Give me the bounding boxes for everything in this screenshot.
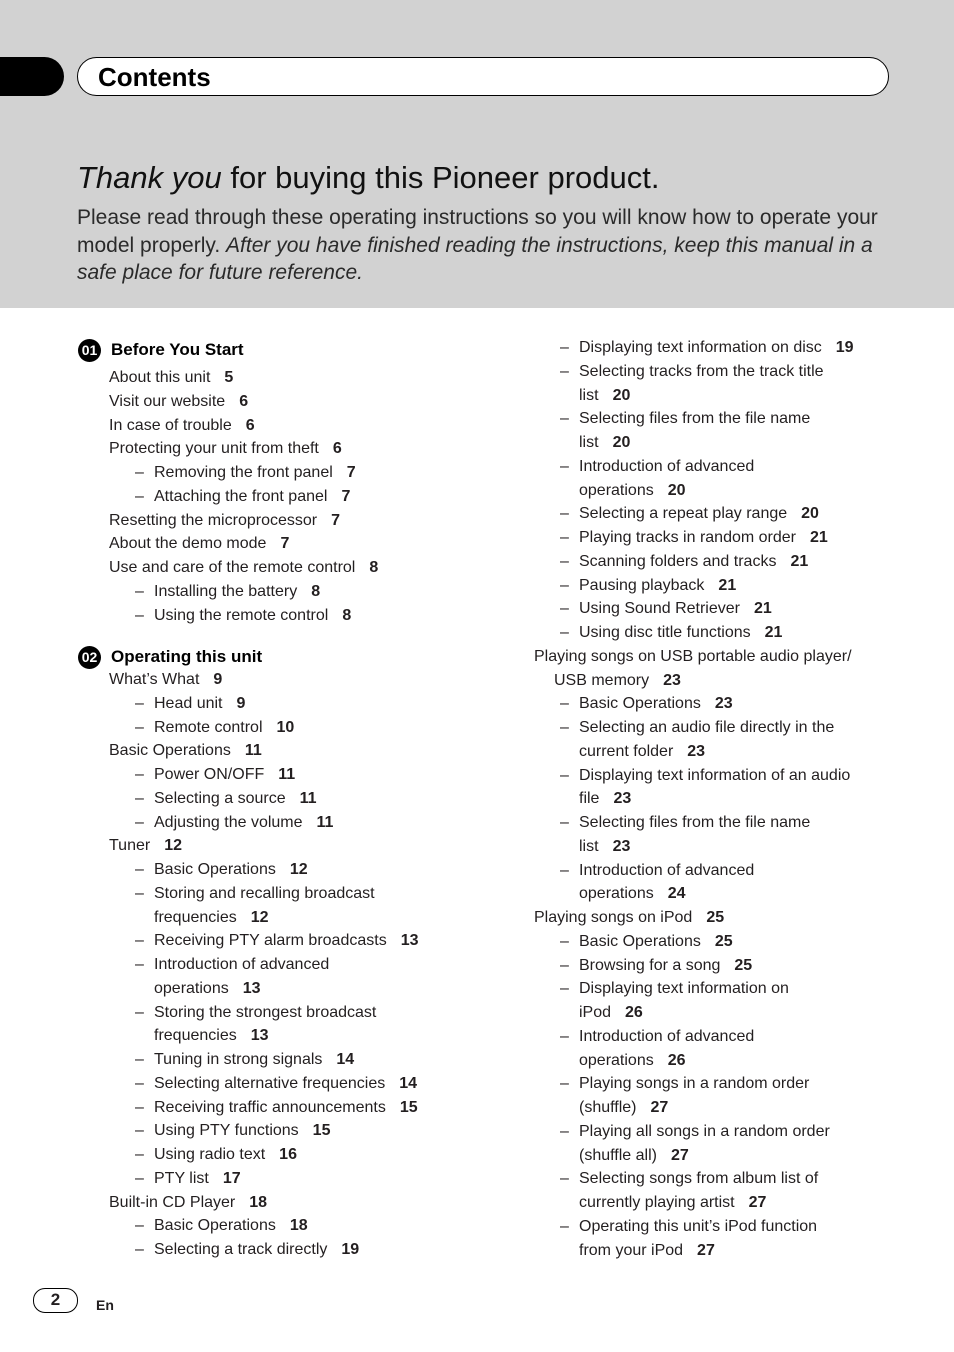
toc-dash: – — [560, 719, 569, 736]
toc-entry-line — [154, 580, 320, 604]
toc-page-number: 20 — [667, 481, 686, 499]
toc-entry-title: Using the remote control — [154, 606, 329, 624]
toc-entry-line — [154, 977, 261, 1001]
toc-entry-title: Storing the strongest broadcast — [154, 1003, 377, 1021]
toc-entry-title: In case of trouble — [109, 416, 232, 434]
toc-entry-title: (shuffle all) — [579, 1146, 657, 1164]
toc-entry-title: Head unit — [154, 694, 223, 712]
thank-you-headline — [77, 158, 659, 198]
toc-entry-line — [579, 954, 752, 978]
toc-entry-title: Browsing for a song — [579, 956, 721, 974]
toc-entry-line — [534, 906, 724, 930]
toc-page-number: 25 — [734, 956, 753, 974]
toc-page-number: 9 — [236, 694, 246, 712]
toc-dash: – — [135, 766, 144, 783]
toc-entry-title: current folder — [579, 742, 674, 760]
toc-page-number: 12 — [164, 837, 182, 855]
toc-entry-line — [579, 384, 630, 408]
toc-entry-title: Basic Operations — [109, 742, 231, 760]
section-heading: Before You Start — [111, 340, 244, 359]
toc-entry-title: Pausing playback — [579, 576, 705, 594]
toc-dash: – — [135, 1217, 144, 1235]
toc-entry-title: file — [579, 790, 600, 808]
section-heading: Operating this unit — [111, 647, 263, 666]
toc-entry-line — [579, 882, 686, 906]
toc-page-number: 11 — [299, 789, 317, 807]
toc-entry-line — [579, 930, 733, 954]
toc-dash: – — [135, 861, 144, 878]
toc-page-number: 20 — [612, 434, 631, 451]
toc-entry-title: Operating this unit’s iPod function — [579, 1217, 818, 1235]
toc-entry-line — [109, 414, 255, 438]
intro-italic: After you have finished reading the instructions, keep this manual in a safe place for future reference. — [77, 233, 873, 284]
toc-entry-line — [109, 509, 340, 533]
toc-page-number: 18 — [289, 1217, 308, 1235]
toc-page-number: 11 — [316, 813, 334, 831]
toc-page-number: 8 — [342, 606, 352, 624]
toc-page-number: 27 — [748, 1194, 767, 1211]
toc-entry-line — [154, 1001, 376, 1025]
toc-entry-line — [579, 502, 819, 526]
toc-entry-line — [579, 692, 733, 716]
toc-entry-title: Protecting your unit from theft — [109, 440, 319, 458]
toc-dash: – — [560, 1075, 569, 1093]
toc-entry-line — [579, 1001, 643, 1025]
toc-entry-title: operations — [579, 1051, 654, 1069]
toc-entry-title: Playing songs in a random order — [579, 1075, 810, 1093]
toc-page-number: 21 — [764, 624, 783, 641]
toc-dash: – — [560, 814, 569, 831]
toc-entry-line — [579, 431, 630, 455]
toc-entry-title: Adjusting the volume — [154, 813, 303, 831]
toc-entry-line — [154, 787, 317, 811]
toc-entry-line — [579, 455, 754, 479]
toc-page-number: 15 — [399, 1098, 418, 1116]
toc-page-number: 13 — [242, 979, 261, 997]
toc-dash: – — [135, 1146, 144, 1163]
toc-entry-title: Displaying text information on disc — [579, 339, 822, 356]
toc-entry-line — [154, 953, 329, 977]
toc-entry-title: Selecting alternative frequencies — [154, 1074, 386, 1092]
toc-entry-line — [154, 763, 295, 787]
toc-entry-title: Scanning folders and tracks — [579, 552, 777, 570]
toc-page-number: 23 — [663, 671, 681, 689]
toc-entry-line — [579, 550, 808, 574]
toc-entry-line — [109, 668, 222, 692]
toc-entry-title: Using radio text — [154, 1146, 266, 1163]
toc-page-number: 16 — [279, 1146, 297, 1163]
toc-entry-line — [554, 669, 681, 693]
toc-page-number: 8 — [369, 559, 379, 576]
toc-entry-title: Using Sound Retriever — [579, 600, 740, 618]
toc-entry-line — [579, 1215, 817, 1239]
toc-page-number: 8 — [311, 582, 321, 600]
toc-dash: – — [560, 457, 569, 475]
toc-page-number: 12 — [289, 861, 308, 878]
toc-entry-line — [109, 1191, 267, 1215]
toc-dash: – — [560, 529, 569, 546]
toc-page-number: 21 — [718, 576, 737, 594]
toc-page-number: 15 — [312, 1122, 331, 1140]
title-box — [77, 57, 889, 96]
toc-page-number: 11 — [244, 742, 262, 760]
toc-entry-title: Displaying text information on — [579, 980, 789, 998]
toc-dash: – — [560, 600, 569, 618]
toc-entry-line — [579, 1072, 809, 1096]
toc-page-number: 19 — [341, 1241, 360, 1258]
toc-dash: – — [560, 980, 569, 998]
toc-page-number: 14 — [336, 1051, 355, 1068]
toc-page-number: 7 — [346, 464, 356, 481]
toc-dash: – — [560, 410, 569, 428]
toc-page-number: 7 — [341, 487, 351, 505]
toc-dash: – — [560, 1122, 569, 1140]
toc-dash: – — [560, 624, 569, 641]
toc-entry-line — [579, 1239, 715, 1263]
toc-dash: – — [560, 766, 569, 784]
toc-entry-title: Removing the front panel — [154, 464, 333, 481]
toc-entry-title: Basic Operations — [579, 695, 701, 713]
toc-page-number: 26 — [625, 1004, 643, 1021]
toc-entry-line — [154, 1096, 418, 1120]
toc-entry-title: Basic Operations — [154, 861, 276, 878]
section-tab-marker — [0, 57, 64, 96]
toc-entry-line — [154, 1024, 269, 1048]
toc-entry-line — [154, 882, 375, 906]
toc-page-number: 20 — [612, 386, 631, 404]
toc-entry-title: Resetting the microprocessor — [109, 511, 318, 529]
toc-entry-title: Playing songs on iPod — [534, 909, 693, 926]
toc-entry-line — [579, 597, 772, 621]
toc-dash: – — [135, 1003, 144, 1021]
toc-entry-title: list — [579, 386, 599, 404]
toc-entry-line — [154, 1238, 359, 1262]
toc-entry-title: Introduction of advanced — [579, 1027, 755, 1045]
toc-dash: – — [135, 718, 144, 736]
toc-dash: – — [560, 861, 569, 879]
toc-entry-line — [579, 835, 630, 859]
toc-entry-line — [579, 787, 631, 811]
toc-page-number: 6 — [239, 392, 249, 410]
toc-entry-line — [579, 1191, 766, 1215]
toc-entry-line — [154, 604, 351, 628]
headline-italic: Thank you — [77, 160, 222, 195]
toc-page-number: 27 — [650, 1099, 669, 1116]
toc-entry-title: Selecting tracks from the track title — [579, 362, 824, 380]
toc-dash: – — [135, 1051, 144, 1068]
toc-page-number: 23 — [687, 742, 706, 760]
toc-entry-line — [154, 1167, 241, 1191]
toc-page-number: 9 — [213, 671, 223, 688]
toc-page-number: 13 — [250, 1027, 269, 1045]
toc-page-number: 13 — [400, 932, 419, 950]
toc-entry-title: PTY list — [154, 1169, 209, 1187]
toc-page-number: 21 — [753, 600, 772, 618]
toc-entry-title: Selecting an audio file directly in the — [579, 719, 835, 736]
toc-entry-title: from your iPod — [579, 1241, 684, 1259]
toc-page-number: 21 — [809, 529, 828, 546]
toc-entry-line — [154, 485, 350, 509]
page-title: Contents — [98, 62, 211, 92]
toc-entry-title: Selecting files from the file name — [579, 814, 811, 831]
toc-page-number: 25 — [714, 932, 733, 950]
toc-page-number: 25 — [706, 909, 725, 926]
toc-dash: – — [135, 606, 144, 624]
toc-entry-title: Installing the battery — [154, 582, 298, 600]
toc-dash: – — [135, 694, 144, 712]
toc-entry-title: operations — [579, 481, 654, 499]
toc-page-number: 20 — [801, 505, 819, 523]
toc-entry-line — [579, 1167, 818, 1191]
toc-dash: – — [560, 362, 569, 380]
toc-entry-title: Using PTY functions — [154, 1122, 299, 1140]
toc-entry-line — [579, 716, 834, 740]
toc-dash: – — [135, 464, 144, 481]
headline-rest: for buying this Pioneer product. — [221, 160, 660, 195]
toc-entry-title: operations — [154, 979, 229, 997]
toc-page-number: 18 — [249, 1193, 268, 1211]
toc-entry-title: list — [579, 837, 599, 855]
intro-paragraph — [77, 204, 907, 287]
toc-dash: – — [135, 813, 144, 831]
toc-entry-line — [579, 811, 810, 835]
toc-entry-title: Use and care of the remote control — [109, 559, 356, 576]
toc-page-number: 19 — [835, 339, 854, 356]
toc-entry-line — [579, 764, 850, 788]
toc-entry-title: operations — [579, 885, 654, 903]
toc-page-number: 7 — [280, 535, 290, 553]
toc-entry-title: Playing tracks in random order — [579, 529, 796, 546]
toc-entry-line — [534, 645, 852, 669]
toc-entry-title: iPod — [579, 1004, 612, 1021]
toc-page-number: 11 — [278, 766, 296, 783]
toc-entry-title: USB memory — [554, 671, 650, 689]
toc-page-number: 17 — [222, 1169, 241, 1187]
toc-entry-line — [154, 692, 245, 716]
toc-entry-line — [579, 360, 824, 384]
toc-entry-line — [109, 532, 289, 556]
toc-entry-line — [579, 1025, 754, 1049]
toc-entry-title: Introduction of advanced — [579, 457, 755, 475]
toc-entry-line — [154, 1214, 308, 1238]
toc-entry-line — [154, 1119, 330, 1143]
toc-page-number: 12 — [250, 908, 269, 926]
toc-page-number: 21 — [790, 552, 809, 570]
toc-dash: – — [135, 1169, 144, 1187]
toc-entry-line — [154, 1143, 297, 1167]
toc-entry-line — [579, 977, 789, 1001]
toc-entry-line — [109, 437, 342, 461]
toc-entry-line — [109, 556, 378, 580]
toc-entry-title: Basic Operations — [154, 1217, 276, 1235]
toc-dash: – — [560, 339, 569, 356]
toc-page-number: 5 — [224, 369, 234, 386]
section-number-badge: 01 — [78, 339, 101, 362]
toc-entry-title: Introduction of advanced — [154, 956, 330, 973]
toc-entry-line — [579, 407, 810, 431]
toc-entry-title: About the demo mode — [109, 535, 267, 553]
toc-entry-line — [579, 621, 782, 645]
toc-entry-line — [579, 574, 736, 598]
toc-dash: – — [135, 1122, 144, 1140]
toc-entry-title: Basic Operations — [579, 932, 701, 950]
toc-entry-title: Displaying text information of an audio — [579, 766, 851, 784]
toc-entry-title: Using disc title functions — [579, 624, 751, 641]
toc-entry-line — [154, 858, 308, 882]
toc-dash: – — [135, 1098, 144, 1116]
toc-dash: – — [560, 552, 569, 570]
toc-dash: – — [560, 1027, 569, 1045]
toc-page-number: 14 — [399, 1074, 418, 1092]
toc-dash: – — [135, 956, 144, 973]
toc-page-number: 24 — [667, 885, 686, 903]
toc-entry-title: Tuner — [109, 837, 151, 855]
toc-entry-line — [579, 740, 705, 764]
toc-entry-title: Selecting a repeat play range — [579, 505, 788, 523]
toc-dash: – — [135, 1241, 144, 1258]
toc-dash: – — [135, 932, 144, 950]
toc-entry-line — [154, 906, 269, 930]
toc-entry-title: Tuning in strong signals — [154, 1051, 323, 1068]
toc-entry-title: Power ON/OFF — [154, 766, 265, 783]
toc-page-number: 6 — [332, 440, 342, 458]
toc-entry-line — [154, 1072, 417, 1096]
toc-entry-line — [579, 1096, 668, 1120]
toc-entry-line — [154, 1048, 354, 1072]
toc-dash: – — [560, 1217, 569, 1235]
toc-entry-line — [579, 526, 828, 550]
toc-entry-title: frequencies — [154, 908, 237, 926]
toc-page-number: 10 — [276, 718, 295, 736]
toc-entry-line — [154, 716, 294, 740]
toc-dash: – — [560, 956, 569, 974]
toc-dash: – — [135, 1074, 144, 1092]
toc-dash: – — [560, 576, 569, 594]
toc-page-number: 23 — [714, 695, 733, 713]
toc-entry-line — [154, 929, 419, 953]
toc-page-number: 6 — [245, 416, 255, 434]
toc-page-number: 23 — [613, 790, 632, 808]
toc-entry-line — [109, 366, 233, 390]
toc-dash: – — [135, 789, 144, 807]
toc-page-number: 26 — [667, 1051, 686, 1069]
toc-entry-title: Playing all songs in a random order — [579, 1122, 830, 1140]
toc-entry-title: Receiving traffic announcements — [154, 1098, 386, 1116]
toc-entry-title: What’s What — [109, 671, 200, 688]
toc-entry-title: Selecting a track directly — [154, 1241, 328, 1258]
toc-entry-title: Receiving PTY alarm broadcasts — [154, 932, 387, 950]
toc-entry-title: Remote control — [154, 718, 263, 736]
toc-dash: – — [135, 487, 144, 505]
toc-entry-title: currently playing artist — [579, 1194, 735, 1211]
toc-dash: – — [560, 695, 569, 713]
toc-entry-line — [154, 461, 356, 485]
toc-entry-line — [579, 336, 854, 360]
toc-entry-title: Playing songs on USB portable audio player/ — [534, 647, 852, 665]
toc-entry-title: Introduction of advanced — [579, 861, 755, 879]
toc-entry-title: frequencies — [154, 1027, 237, 1045]
toc-dash: – — [135, 884, 144, 902]
toc-entry-line — [579, 1120, 830, 1144]
toc-entry-title: Built-in CD Player — [109, 1193, 236, 1211]
toc-entry-line — [579, 1144, 689, 1168]
toc-entry-line — [579, 859, 754, 883]
toc-entry-title: Selecting files from the file name — [579, 410, 811, 428]
toc-entry-line — [109, 739, 262, 763]
page-number-badge: 2 — [33, 1288, 78, 1313]
toc-entry-line — [154, 811, 333, 835]
toc-entry-title: Attaching the front panel — [154, 487, 328, 505]
toc-entry-line — [579, 1049, 686, 1073]
section-number-badge: 02 — [78, 646, 101, 669]
toc-entry-title: Storing and recalling broadcast — [154, 884, 375, 902]
toc-entry-line — [109, 834, 182, 858]
toc-entry-title: About this unit — [109, 369, 211, 386]
toc-dash: – — [560, 505, 569, 523]
toc-entry-title: list — [579, 434, 599, 451]
toc-dash: – — [135, 582, 144, 600]
toc-dash: – — [560, 932, 569, 950]
toc-entry-line — [109, 390, 248, 414]
toc-entry-line — [579, 479, 686, 503]
toc-page-number: 27 — [697, 1241, 715, 1259]
toc-page-number: 7 — [331, 511, 340, 529]
toc-entry-title: Selecting a source — [154, 789, 286, 807]
toc-entry-title: Selecting songs from album list of — [579, 1170, 819, 1188]
toc-entry-title: (shuffle) — [579, 1099, 637, 1116]
language-code: En — [96, 1297, 114, 1313]
intro-plain: Please read through these operating instructions so you will know how to operate your model properly. — [77, 206, 878, 257]
toc-entry-title: Visit our website — [109, 392, 226, 410]
toc-page-number: 23 — [612, 837, 631, 855]
toc-dash: – — [560, 1170, 569, 1188]
toc-page-number: 27 — [670, 1146, 689, 1164]
